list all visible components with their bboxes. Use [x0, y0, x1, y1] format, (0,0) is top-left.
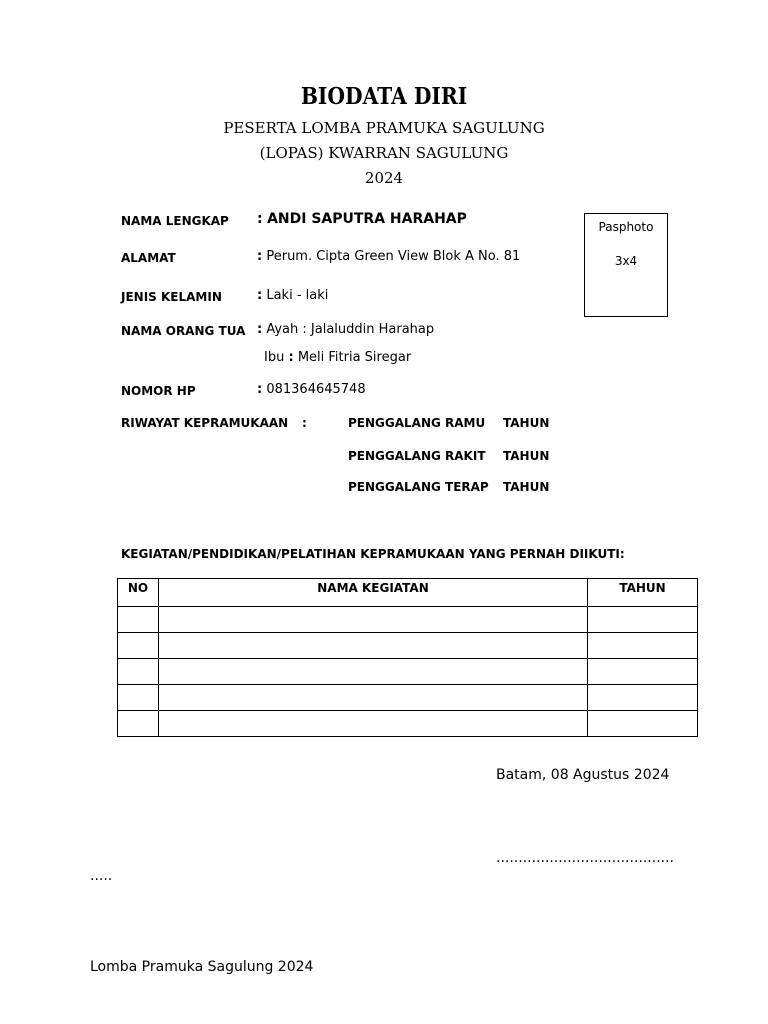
table-row [118, 685, 698, 711]
table-cell-no [118, 633, 159, 659]
riwayat-label: RIWAYAT KEPRAMUKAAN [121, 416, 289, 430]
signature-line: ........................................ [496, 850, 675, 866]
nama-row [257, 211, 467, 227]
column-header-nama-kegiatan: NAMA KEGIATAN [159, 579, 588, 607]
riwayat-tahun: TAHUN [503, 480, 550, 494]
riwayat-tahun: TAHUN [503, 449, 550, 463]
nomor-hp-label: NOMOR HP [121, 384, 196, 398]
page-footer: Lomba Pramuka Sagulung 2024 [90, 959, 314, 975]
colon: : [257, 288, 263, 303]
alamat-label: ALAMAT [121, 251, 176, 265]
table-cell-no [118, 607, 159, 633]
table-cell-tahun [588, 607, 698, 633]
subtitle-line-2: (LOPAS) KWARRAN SAGULUNG [259, 144, 509, 162]
kegiatan-table [117, 578, 698, 737]
riwayat-tahun: TAHUN [503, 416, 550, 430]
table-cell-no [118, 711, 159, 737]
column-header-tahun: TAHUN [588, 579, 698, 607]
jenis-kelamin-label: JENIS KELAMIN [121, 290, 222, 304]
table-cell-tahun [588, 659, 698, 685]
table-header-row [118, 579, 698, 607]
riwayat-level: PENGGALANG RAKIT [348, 449, 486, 463]
colon: : [288, 350, 294, 365]
table-row [118, 659, 698, 685]
column-header-no: NO [118, 579, 159, 607]
table-cell-no [118, 685, 159, 711]
jenis-kelamin-value: Laki - laki [266, 288, 329, 303]
table-cell-nama [159, 633, 588, 659]
pasphoto-label: Pasphoto [598, 220, 654, 234]
ibu-prefix: Ibu [264, 350, 285, 365]
ayah-value: Jalaluddin Harahap [310, 322, 435, 337]
orang-tua-label: NAMA ORANG TUA [121, 324, 246, 338]
ibu-row [264, 350, 411, 365]
page-title: BIODATA DIRI [300, 83, 468, 110]
colon: : [257, 211, 263, 227]
ayah-row [257, 322, 434, 337]
ibu-value: Meli Fitria Siregar [297, 350, 412, 365]
pasphoto-box [584, 213, 668, 317]
colon: : [257, 322, 263, 337]
subtitle-year: 2024 [364, 169, 404, 187]
table-cell-tahun [588, 685, 698, 711]
nama-label: NAMA LENGKAP [121, 214, 229, 228]
subtitle-line-1: PESERTA LOMBA PRAMUKA SAGULUNG [223, 119, 545, 137]
pasphoto-size: 3x4 [614, 254, 638, 268]
table-row [118, 711, 698, 737]
signature-line-continued: ..... [90, 868, 113, 884]
ayah-prefix: Ayah : [266, 322, 307, 337]
riwayat-level: PENGGALANG RAMU [348, 416, 486, 430]
table-row [118, 633, 698, 659]
alamat-value: Perum. Cipta Green View Blok A No. 81 [266, 249, 521, 264]
table-cell-nama [159, 659, 588, 685]
jenis-kelamin-row [257, 288, 328, 303]
table-cell-no [118, 659, 159, 685]
table-row [118, 607, 698, 633]
nama-value: ANDI SAPUTRA HARAHAP [267, 211, 467, 227]
riwayat-level: PENGGALANG TERAP [348, 480, 489, 494]
kegiatan-heading: KEGIATAN/PENDIDIKAN/PELATIHAN KEPRAMUKAAN YANG PERNAH DIIKUTI: [121, 547, 625, 561]
place-date: Batam, 08 Agustus 2024 [496, 767, 670, 783]
alamat-row [257, 249, 520, 264]
table-cell-tahun [588, 633, 698, 659]
table-cell-nama [159, 685, 588, 711]
table-cell-nama [159, 711, 588, 737]
table-cell-nama [159, 607, 588, 633]
nomor-hp-row [257, 382, 366, 397]
riwayat-colon: : [302, 416, 307, 430]
table-cell-tahun [588, 711, 698, 737]
nomor-hp-value: 081364645748 [266, 382, 366, 397]
colon: : [257, 249, 263, 264]
colon: : [257, 382, 263, 397]
